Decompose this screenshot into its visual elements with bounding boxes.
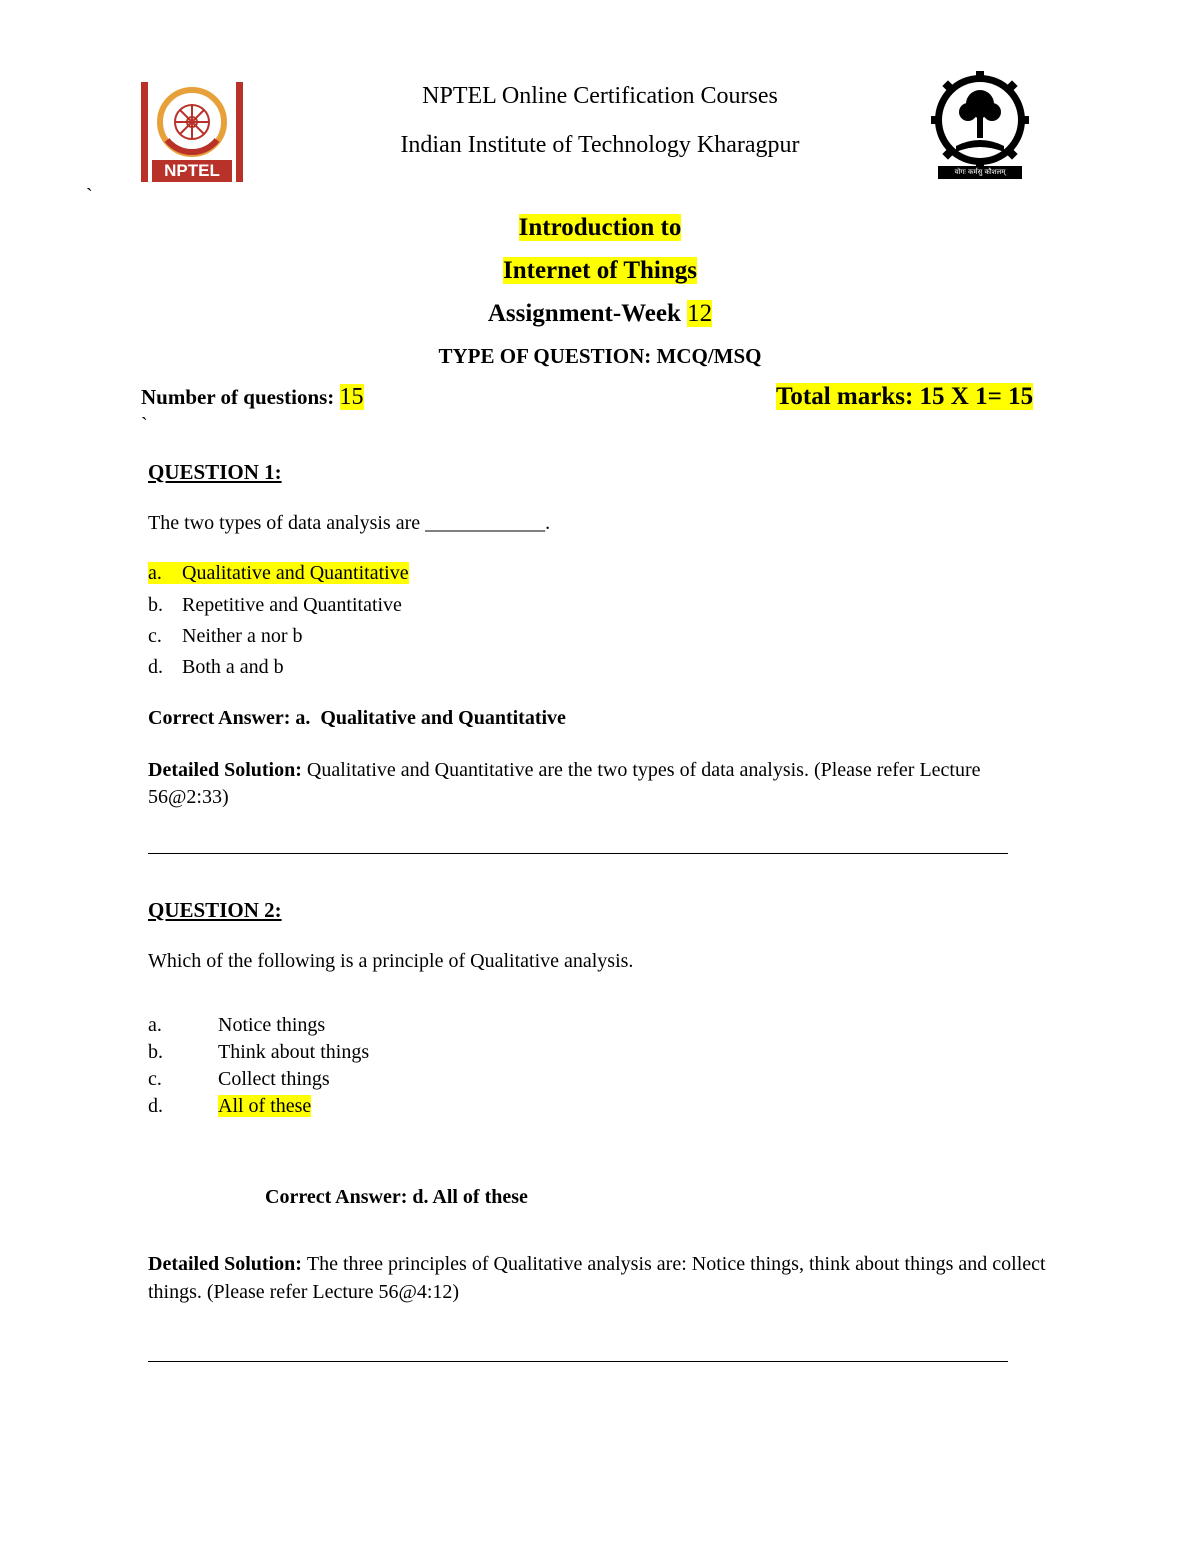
assignment-week: [0, 300, 1200, 328]
stray-mark: `: [86, 185, 93, 207]
course-title-line-1: [0, 214, 1200, 242]
option-text: Think about things: [218, 1041, 370, 1063]
iit-kgp-logo: [930, 68, 1030, 183]
solution-label: Detailed Solution:: [148, 1253, 307, 1275]
question-2-option-b: [148, 1041, 369, 1064]
number-of-questions-label: Number of questions:: [141, 385, 340, 409]
number-of-questions: [141, 384, 364, 411]
option-letter: d.: [148, 656, 163, 678]
total-marks-text: Total marks: 15 X 1= 15: [776, 383, 1034, 410]
question-1-option-d: [148, 656, 284, 679]
option-letter: a.: [148, 562, 162, 584]
separator-line: [148, 1361, 1008, 1362]
option-letter: d.: [148, 1095, 163, 1117]
question-2-option-a: [148, 1014, 325, 1037]
question-2-option-c: [148, 1068, 330, 1091]
question-1-correct-answer: Correct Answer: a. Qualitative and Quantitative: [148, 707, 566, 729]
header-line-2: Indian Institute of Technology Kharagpur: [400, 132, 800, 158]
question-2-detailed-solution: [148, 1250, 1048, 1306]
solution-text: The three principles of Qualitative analysis are: Notice things, think about things and collect things. (Please refer Lecture 56@4:12): [148, 1253, 1046, 1303]
separator-line: [148, 853, 1008, 854]
question-1-option-a: [148, 562, 409, 585]
question-1-detailed-solution: [148, 757, 1063, 811]
course-title-line-2: [0, 257, 1200, 285]
option-text: Collect things: [218, 1068, 330, 1090]
question-2-heading: QUESTION 2:: [148, 898, 282, 922]
assignment-week-number: 12: [687, 300, 713, 327]
option-text: Neither a nor b: [182, 625, 303, 647]
course-title-line-2-text: Internet of Things: [502, 257, 697, 284]
iit-kgp-motto: योगः कर्मसु कौशलम्: [954, 168, 1006, 176]
option-letter: c.: [148, 1068, 162, 1090]
option-letter: b.: [148, 594, 163, 616]
question-2-text: Which of the following is a principle of Qualitative analysis.: [148, 950, 634, 972]
question-1-option-b: [148, 594, 402, 617]
course-title-line-1-text: Introduction to: [518, 214, 682, 241]
number-of-questions-value: 15: [339, 384, 364, 410]
option-text: All of these: [218, 1095, 312, 1117]
solution-text: Qualitative and Quantitative are the two types of data analysis. (Please refer Lecture 56@2:33): [148, 759, 981, 808]
question-type: TYPE OF QUESTION: MCQ/MSQ: [438, 344, 762, 368]
option-letter: b.: [148, 1041, 163, 1063]
option-text: Both a and b: [182, 656, 284, 678]
solution-label: Detailed Solution:: [148, 759, 307, 781]
question-1-option-c: [148, 625, 303, 648]
option-letter: a.: [148, 1014, 162, 1036]
assignment-week-prefix: Assignment-Week: [487, 300, 688, 327]
question-1-option-a-row: [148, 562, 409, 584]
option-text: Repetitive and Quantitative: [182, 594, 402, 616]
option-text: Notice things: [218, 1014, 326, 1036]
question-2-correct-answer: Correct Answer: d. All of these: [265, 1186, 528, 1208]
option-text: Qualitative and Quantitative: [182, 562, 409, 584]
stray-mark: `: [141, 414, 148, 436]
total-marks: [776, 383, 1033, 411]
nptel-logo-text: NPTEL: [164, 161, 220, 180]
question-2-option-d: [148, 1095, 311, 1118]
option-letter: c.: [148, 625, 162, 647]
header-line-1: NPTEL Online Certification Courses: [422, 83, 778, 109]
question-1-text: The two types of data analysis are ____________.: [148, 512, 551, 534]
question-1-heading: QUESTION 1:: [148, 460, 282, 484]
